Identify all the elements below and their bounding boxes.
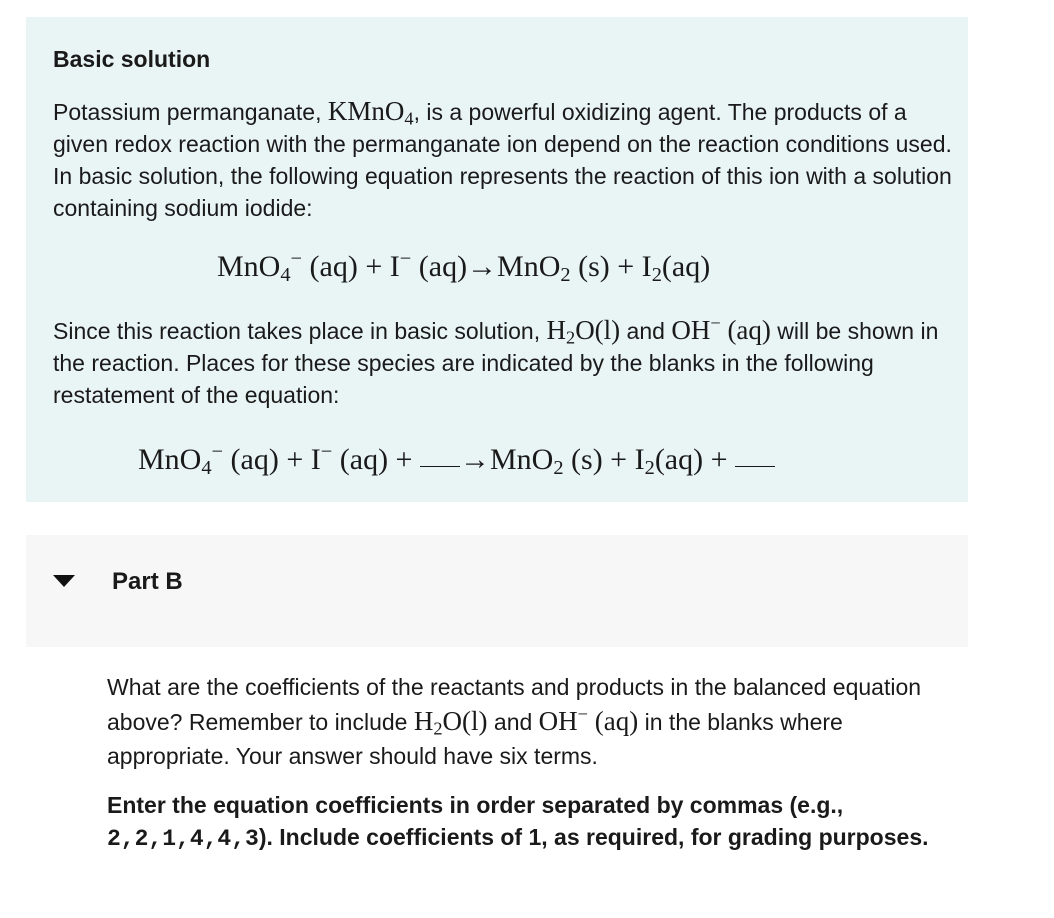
- intro-panel: [26, 17, 968, 502]
- reactant-blank: [420, 465, 460, 467]
- example-coefficients: 2,2,1,4,4,3: [107, 826, 259, 852]
- kmno4-formula: KMnO$_4$: [327, 96, 414, 129]
- part-b-instructions: Enter the equation coefficients in order separated by commas (e.g., 2,2,1,4,4,3). Include coefficients of 1, as required, for grading purposes.: [107, 792, 929, 852]
- caret-down-icon[interactable]: [53, 575, 75, 587]
- equation-with-blanks: MnO$_4$− (aq) + I− (aq) + →MnO$_2$ $(s) + I_2(aq)$ +: [138, 442, 775, 478]
- part-b-header[interactable]: [26, 535, 968, 647]
- intro-paragraph-1: Potassium permanganate, KMnO$_4$, is a powerful oxidizing agent. The products of a given redox reaction with the permanganate ion depend on the reaction conditions used. In basic solution, the following equation represents the reaction of this ion with a solution containing sodium iodide:: [53, 96, 952, 221]
- part-b-title[interactable]: Part B: [112, 568, 183, 595]
- equation-unbalanced: MnO$_4$− (aq) + I− (aq)→MnO$_2$ $(s) + I_2(aq)$: [217, 247, 711, 287]
- product-blank: [735, 465, 775, 467]
- intro-title: Basic solution: [53, 46, 211, 72]
- part-b-question: What are the coefficients of the reactants and products in the balanced equation above? Remember to include $H_2O(l)$ and OH− (aq) in the blanks where appropriate. Your answer should have six terms.: [107, 674, 922, 769]
- intro-paragraph-2: Since this reaction takes place in basic solution, $H_2O(l)$ and OH− (aq) will be shown in the reaction. Places for these species are indicated by the blanks in the following restatement of the equation:: [53, 312, 939, 408]
